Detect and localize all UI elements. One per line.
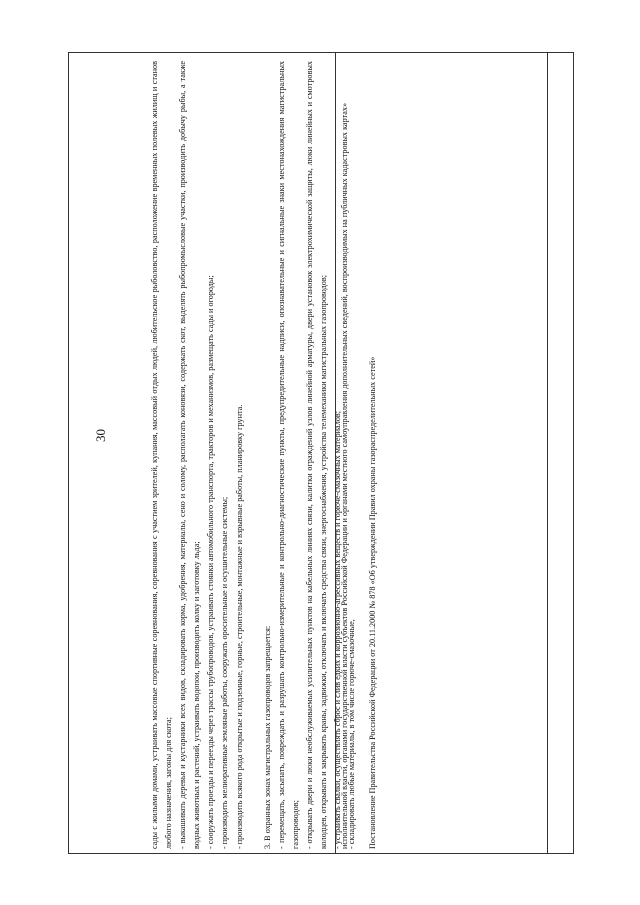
reference-paragraph: исполнительной власти, органами государственной власти субъектов Российской Федерации и органами местного самоуправления дополнительных сведений, воспроизводимых на публичных кадастровых картах» <box>340 102 349 849</box>
column-divider-left <box>547 53 548 853</box>
document-table <box>68 52 574 854</box>
restrictions-text <box>148 61 359 849</box>
restriction-paragraph: - устраивать свалки, осуществлять сброс и слив едких и коррозионно-агрессивных веществ и горюче-смазочных материалов; <box>333 410 343 849</box>
restriction-paragraph: - открывать двери и люки необслуживаемых усилительных пунктов на кабельных линиях связи, калитки ограждений узлов линейной арматуры, двери установок электрохимической защиты, люки линейных и смотровых колодцев, открывать и закрывать краны, задвижки, отключать и включать средства связи, энергоснабжения, устройства телемеханики магистральных газопроводов; <box>305 61 329 849</box>
restriction-paragraph: сады с жилыми домами, устраивать массовые спортивные соревнования, соревнования с участием зрителей, купания, массовый отдых людей, любительское рыболовство, расположение временных полевых жилищ и станов любого назначения, загоны для скота; <box>150 61 174 849</box>
restriction-paragraph: 3. В охранных зонах магистральных газопроводов запрещается: <box>262 625 272 849</box>
restriction-paragraph: - перемещать, засыпать, повреждать и разрушать контрольно-измерительные и контрольно-диагностические пункты, предупредительные надписи, опознавательные и сигнальные знаки местонахождения магистральных газопроводов; <box>276 61 300 849</box>
restriction-paragraph <box>247 61 261 849</box>
reference-paragraph: Постановление Правительства Российской Федерации от 20.11.2000 № 878 «Об утверждении Правил охраны газораспределительных сетей» <box>368 356 378 849</box>
restriction-paragraph: - производить мелиоративные земляные работы, сооружать оросительные и осушительные системы; <box>220 496 230 849</box>
restriction-paragraph: - выкашивать деревья и кустарники всех видов, складировать корма, удобрения, материалы, сено и солому, располагать коновязи, содержать скот, выделять рыбопромысловые участки, производить добычу рыбы, а также водных животных и растений, устраивать водопои, производить колку и заготовку льда; <box>178 61 202 849</box>
restriction-paragraph: - сооружать проезды и переезды через трассы трубопроводов, устраивать стоянки автомобильного транспорта, тракторов и механизмов, размещать сады и огороды; <box>206 275 216 849</box>
restriction-paragraph: - производить всякого рода открытые и подземные, горные, строительные, монтажные и взрывные работы, планировку грунта. <box>234 404 244 849</box>
page-number: 30 <box>93 429 108 442</box>
reference-cell <box>336 53 546 853</box>
restriction-paragraph: - складировать любые материалы, в том числе горюче-смазочные, <box>347 619 357 849</box>
